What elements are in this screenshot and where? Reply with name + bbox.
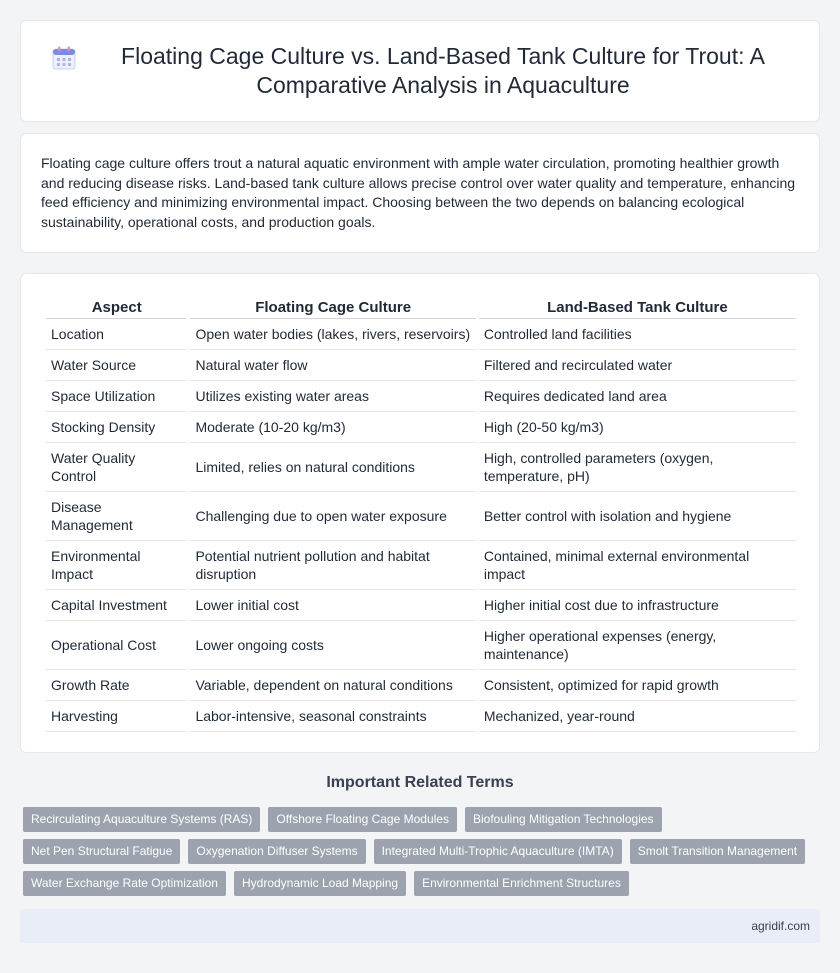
table-row [46, 350, 796, 381]
table-cell: Higher initial cost due to infrastructure [479, 590, 796, 621]
table-cell: Growth Rate [46, 670, 187, 701]
related-term-tag[interactable]: Smolt Transition Management [630, 839, 805, 864]
comparison-table-card [20, 273, 820, 753]
table-cell: High (20-50 kg/m3) [479, 412, 796, 443]
table-cell: Environmental Impact [46, 541, 187, 590]
related-term-tag[interactable]: Offshore Floating Cage Modules [268, 807, 457, 832]
table-cell: Potential nutrient pollution and habitat disruption [190, 541, 475, 590]
header-card [20, 20, 820, 122]
table-cell: Lower initial cost [190, 590, 475, 621]
table-row [46, 541, 796, 590]
calendar-icon [51, 45, 77, 71]
table-cell: Controlled land facilities [479, 319, 796, 350]
table-header-row [46, 293, 796, 319]
related-term-tag[interactable]: Biofouling Mitigation Technologies [465, 807, 662, 832]
table-cell: Contained, minimal external environmental impact [479, 541, 796, 590]
table-row [46, 670, 796, 701]
table-cell: Disease Management [46, 492, 187, 541]
summary-card [20, 133, 820, 253]
table-cell: Labor-intensive, seasonal constraints [190, 701, 475, 732]
table-cell: Space Utilization [46, 381, 187, 412]
table-cell: Filtered and recirculated water [479, 350, 796, 381]
table-cell: Higher operational expenses (energy, maintenance) [479, 621, 796, 670]
table-row [46, 621, 796, 670]
table-row [46, 319, 796, 350]
related-term-tag[interactable]: Integrated Multi-Trophic Aquaculture (IMTA) [374, 839, 622, 864]
table-cell: High, controlled parameters (oxygen, temperature, pH) [479, 443, 796, 492]
comparison-table [43, 293, 799, 732]
table-row [46, 492, 796, 541]
table-cell: Limited, relies on natural conditions [190, 443, 475, 492]
footer-site-link[interactable]: agridif.com [751, 919, 810, 933]
related-term-tag[interactable]: Water Exchange Rate Optimization [23, 871, 226, 896]
table-cell: Requires dedicated land area [479, 381, 796, 412]
related-term-tag[interactable]: Hydrodynamic Load Mapping [234, 871, 406, 896]
related-terms-title: Important Related Terms [326, 774, 514, 791]
table-cell: Utilizes existing water areas [190, 381, 475, 412]
table-cell: Mechanized, year-round [479, 701, 796, 732]
table-row [46, 443, 796, 492]
table-cell: Capital Investment [46, 590, 187, 621]
table-cell: Location [46, 319, 187, 350]
column-header: Land-Based Tank Culture [479, 293, 796, 319]
footer [20, 909, 820, 943]
table-cell: Challenging due to open water exposure [190, 492, 475, 541]
table-cell: Variable, dependent on natural conditions [190, 670, 475, 701]
table-cell: Better control with isolation and hygiene [479, 492, 796, 541]
column-header: Aspect [46, 293, 187, 319]
table-cell: Natural water flow [190, 350, 475, 381]
related-term-tag[interactable]: Net Pen Structural Fatigue [23, 839, 180, 864]
table-cell: Water Quality Control [46, 443, 187, 492]
table-row [46, 412, 796, 443]
table-cell: Harvesting [46, 701, 187, 732]
related-terms-tags [23, 807, 823, 903]
table-cell: Operational Cost [46, 621, 187, 670]
related-term-tag[interactable]: Environmental Enrichment Structures [414, 871, 629, 896]
page-title: Floating Cage Culture vs. Land-Based Tank Culture for Trout: A Comparative Analysis in Aquaculture [121, 43, 765, 98]
header [21, 21, 819, 121]
table-row [46, 381, 796, 412]
column-header: Floating Cage Culture [190, 293, 475, 319]
related-term-tag[interactable]: Recirculating Aquaculture Systems (RAS) [23, 807, 260, 832]
table-row [46, 701, 796, 732]
table-row [46, 590, 796, 621]
table-cell: Moderate (10-20 kg/m3) [190, 412, 475, 443]
table-cell: Lower ongoing costs [190, 621, 475, 670]
table-cell: Stocking Density [46, 412, 187, 443]
related-term-tag[interactable]: Oxygenation Diffuser Systems [188, 839, 365, 864]
table-cell: Open water bodies (lakes, rivers, reservoirs) [190, 319, 475, 350]
summary-text: Floating cage culture offers trout a natural aquatic environment with ample water circulation, promoting healthier growth and reducing disease risks. Land-based tank culture allows precise control over water quality and temperature, enhancing feed efficiency and minimizing environmental impact. Choosing between the two depends on balancing ecological sustainability, operational costs, and production goals. [41, 155, 796, 230]
table-cell: Consistent, optimized for rapid growth [479, 670, 796, 701]
table-cell: Water Source [46, 350, 187, 381]
